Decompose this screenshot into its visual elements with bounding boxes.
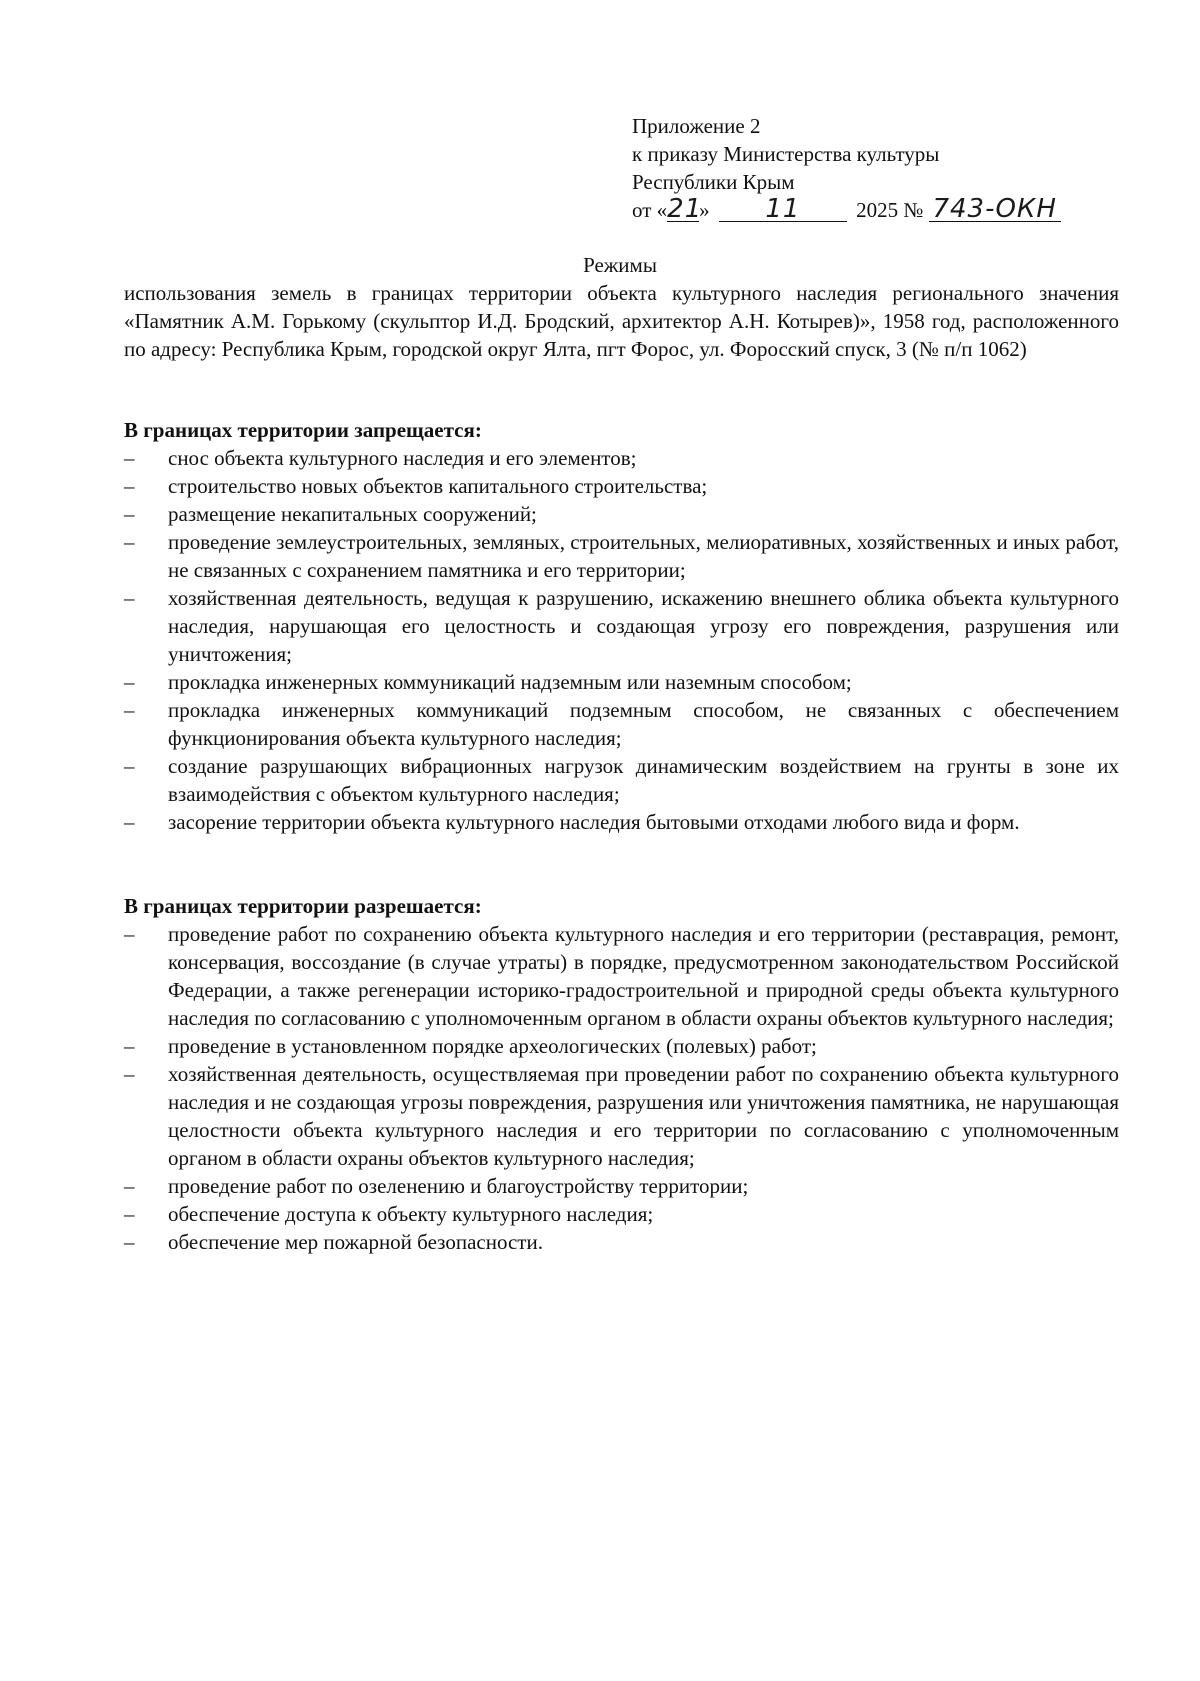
dash-marker: – (124, 698, 135, 722)
appendix-republic: Республики Крым (632, 170, 795, 194)
order-number: 743-ОКН (932, 194, 1057, 224)
list-item: – проведение работ по сохранению объекта культурного наследия и его территории (реставрация, ремонт, консервация, воссоздание (в случае утраты) в порядке, предусмотренном законодательством Российской Федерации, а также регенерации историко-градостроительной и природной среды объекта культурного наследия по согласованию с уполномоченным органом в области охраны объектов культурного наследия; (124, 922, 1119, 1030)
list-item: – размещение некапитальных сооружений; (124, 502, 537, 526)
dash-marker: – (124, 1034, 135, 1058)
dash-marker: – (124, 502, 135, 526)
order-number-field (929, 194, 1061, 224)
dash-marker: – (124, 922, 135, 946)
allowed-heading: В границах территории разрешается: (124, 894, 482, 918)
list-item: – прокладка инженерных коммуникаций подземным способом, не связанных с обеспечением функционирования объекта культурного наследия; (124, 698, 1119, 750)
dash-marker: – (124, 1230, 135, 1254)
dash-marker: – (124, 586, 135, 610)
dash-marker: – (124, 1062, 135, 1086)
date-year: 2025 № (856, 198, 924, 222)
date-day-field (667, 194, 703, 224)
list-item: – обеспечение доступа к объекту культурного наследия; (124, 1202, 654, 1226)
dash-marker: – (124, 474, 135, 498)
date-month-field (719, 194, 847, 224)
appendix-number: Приложение 2 (632, 114, 761, 138)
list-item: – снос объекта культурного наследия и его элементов; (124, 446, 637, 470)
list-item: – проведение землеустроительных, земляных, строительных, мелиоративных, хозяйственных и иных работ, не связанных с сохранением памятника и его территории; (124, 530, 1119, 582)
dash-marker: – (124, 1202, 135, 1226)
allowed-list (124, 920, 1119, 1256)
appendix-order-ref: к приказу Министерства культуры (632, 142, 940, 166)
list-item: – хозяйственная деятельность, осуществляемая при проведении работ по сохранению объекта культурного наследия и не создающая угрозы повреждения, разрушения или уничтожения памятника, не нарушающая целостности объекта культурного наследия и его территории по согласованию с уполномоченным органом в области охраны объектов культурного наследия; (124, 1062, 1119, 1170)
document-subtitle: использования земель в границах территории объекта культурного наследия регионального значения «Памятник А.М. Горькому (скульптор И.Д. Бродский, архитектор А.Н. Котырев)», 1958 год, расположенного по адресу: Республика Крым, городской округ Ялта, пгт Форос, ул. Форосский спуск, 3 (№ п/п 1062) (124, 281, 1119, 361)
date-day: 21 (667, 194, 703, 224)
dash-marker: – (124, 670, 135, 694)
prohibited-heading: В границах территории запрещается: (124, 418, 482, 442)
date-prefix: от « (632, 198, 668, 222)
dash-marker: – (124, 754, 135, 778)
appendix-header (632, 112, 1092, 224)
list-item: – проведение в установленном порядке археологических (полевых) работ; (124, 1034, 817, 1058)
list-item: – создание разрушающих вибрационных нагрузок динамическим воздействием на грунты в зоне их взаимодействия с объектом культурного наследия; (124, 754, 1119, 806)
list-item: – прокладка инженерных коммуникаций надземным или наземным способом; (124, 670, 852, 694)
list-item: – засорение территории объекта культурного наследия бытовыми отходами любого вида и форм. (124, 810, 1020, 834)
dash-marker: – (124, 810, 135, 834)
list-item: – обеспечение мер пожарной безопасности. (124, 1230, 543, 1254)
list-item: – строительство новых объектов капитального строительства; (124, 474, 708, 498)
dash-marker: – (124, 446, 135, 470)
order-date-line (632, 196, 1092, 224)
document-title: Режимы (583, 253, 657, 277)
date-quote-close: » (699, 198, 710, 222)
dash-marker: – (124, 530, 135, 554)
prohibited-list (124, 444, 1119, 836)
dash-marker: – (124, 1174, 135, 1198)
list-item: – проведение работ по озеленению и благоустройству территории; (124, 1174, 749, 1198)
date-month: 11 (765, 194, 801, 224)
list-item: – хозяйственная деятельность, ведущая к разрушению, искажению внешнего облика объекта культурного наследия, нарушающая его целостность и создающая угрозу его повреждения, разрушения или уничтожения; (124, 586, 1119, 666)
